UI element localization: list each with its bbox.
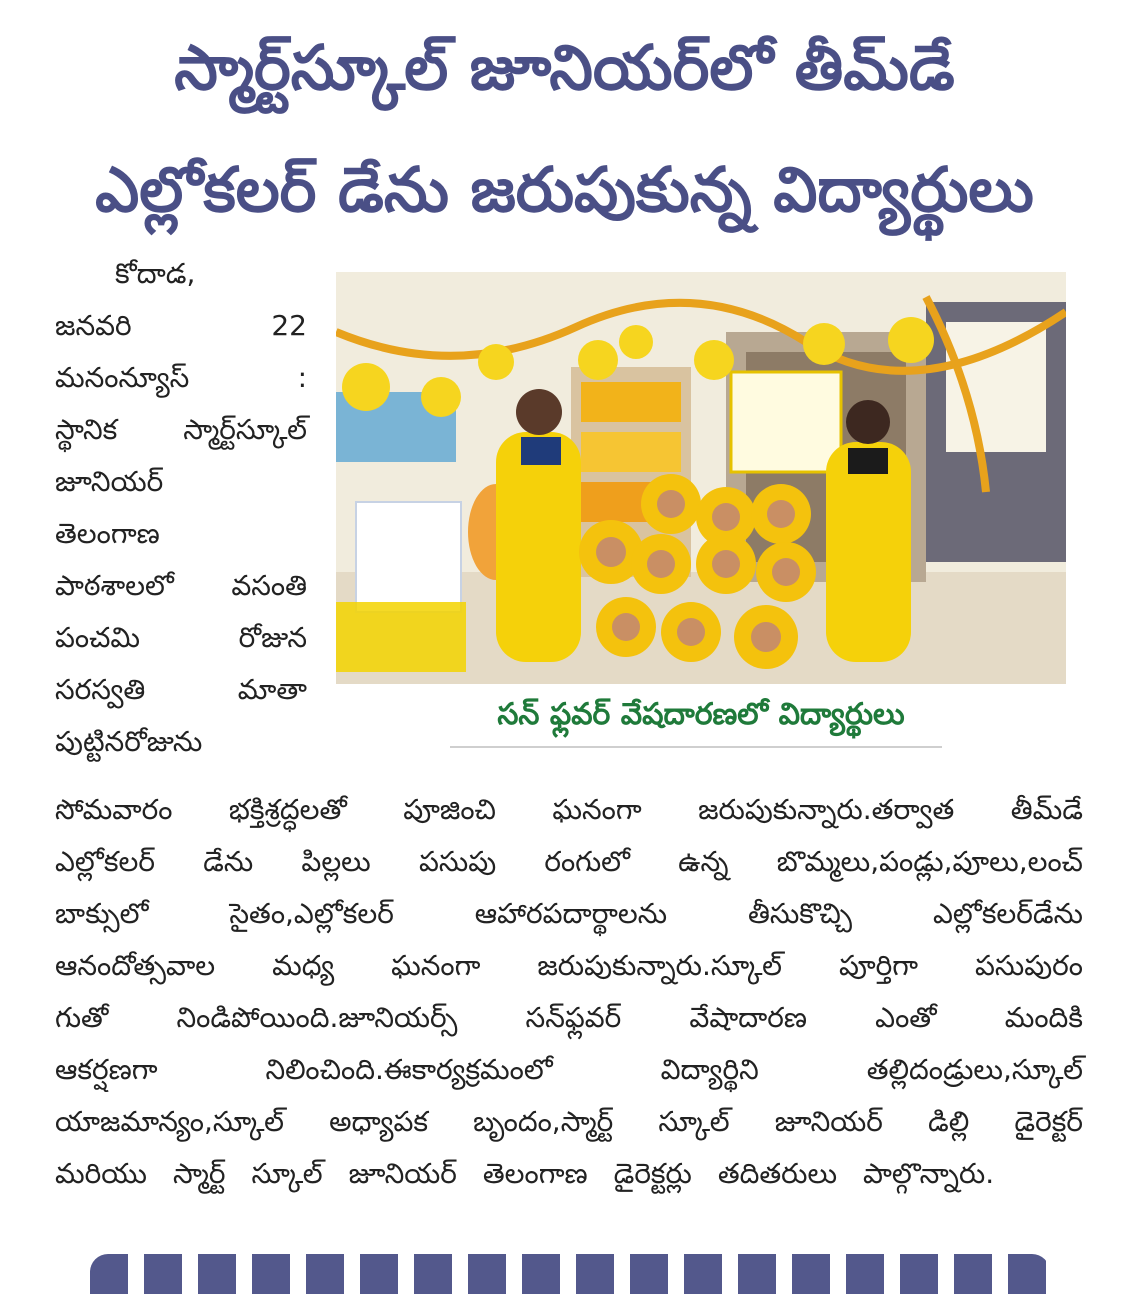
article-word: సైతం,ఎల్లోకలర్	[229, 897, 394, 930]
article-word: తదితరులు	[717, 1157, 838, 1190]
article-word: పసుపు	[418, 845, 497, 878]
article-word: జూనియర్	[774, 1105, 883, 1138]
article-word: భక్తిశ్రద్ధలతో	[228, 793, 347, 826]
dateline-line	[55, 508, 307, 560]
dateline-word: మనంన్యూస్	[55, 361, 190, 394]
article-word: స్మార్ట్	[172, 1157, 226, 1190]
article-word: అధ్యాపక	[329, 1105, 428, 1138]
article-word: నిలించింది.ఈకార్యక్రమంలో	[265, 1053, 553, 1086]
dateline-line	[55, 300, 307, 352]
article-word: ఉన్న	[678, 845, 729, 878]
dateline-line	[55, 248, 307, 300]
article-line	[55, 1148, 1083, 1200]
dateline-line	[55, 352, 307, 404]
dateline-line	[55, 456, 307, 508]
article-word: జూనియర్	[348, 1157, 457, 1190]
article-line	[55, 888, 1083, 940]
dateline-word: మాతా	[237, 673, 307, 706]
dateline-line	[55, 612, 307, 664]
article-word: ఘనంగా	[552, 793, 642, 826]
article-word: పిల్లలు	[301, 845, 371, 878]
article-word: ఆకర్షణగా	[55, 1053, 158, 1086]
article-word: మందికి	[1004, 1001, 1083, 1034]
dateline-word: రోజున	[238, 621, 307, 654]
article-word: రంగులో	[544, 845, 630, 878]
article-line	[55, 940, 1083, 992]
article-word: ఘనంగా	[391, 949, 481, 982]
headline-line-1: స్మార్ట్‌స్కూల్ జూనియర్‌లో తీమ్‌డే	[174, 31, 955, 104]
article-word: ఎంతో	[875, 1001, 937, 1034]
article-word: డేను	[203, 845, 254, 878]
article-word: తీసుకొచ్చి	[748, 897, 853, 930]
article-word: మరియు	[55, 1157, 147, 1190]
dateline-word: పుట్టినరోజును	[55, 725, 203, 758]
article-word: డైరెక్టర్లు	[613, 1157, 692, 1190]
caption-divider	[450, 746, 942, 748]
article-line	[55, 1044, 1083, 1096]
article-word: ఆహారపదార్థాలను	[474, 897, 668, 930]
article-word: జరుపుకున్నారు.తర్వాత	[698, 793, 955, 826]
dateline-word: వసంతి	[231, 569, 307, 602]
dateline-word: :	[297, 361, 307, 394]
dateline-word: తెలంగాణ	[55, 517, 160, 550]
dateline-word: పాఠశాలలో	[55, 569, 174, 602]
article-word: డైరెక్టర్	[1014, 1105, 1083, 1138]
dateline-line	[55, 664, 307, 716]
article-word: మధ్య	[272, 949, 335, 982]
article-word: స్కూల్	[251, 1157, 323, 1190]
next-article-headline-cropped	[90, 1236, 1050, 1296]
dateline-word: కోదాడ,	[115, 257, 196, 290]
article-word: తల్లిదండ్రులు,స్కూల్	[866, 1053, 1083, 1086]
article-word: బొమ్మలు,పండ్లు,పూలు,లంచ్	[776, 845, 1083, 878]
article-word: స్కూల్	[658, 1105, 730, 1138]
article-line	[55, 992, 1083, 1044]
article-word: వేషాదారణ	[689, 1001, 808, 1034]
dateline-line	[55, 560, 307, 612]
article-word: నిండిపోయింది.జూనియర్స్	[176, 1001, 458, 1034]
article-word: ఆనందోత్సవాల	[55, 949, 216, 982]
article-word: డిల్లి	[928, 1105, 970, 1138]
article-line	[55, 836, 1083, 888]
dateline-word: స్మార్ట్‌స్కూల్	[183, 413, 307, 446]
headline-line-2: ఎల్లోకలర్ డేను జరుపుకున్న విద్యార్థులు	[95, 153, 1034, 226]
news-photo	[336, 272, 1066, 684]
article-word: సోమవారం	[55, 793, 173, 826]
dateline-word: 22	[271, 309, 307, 342]
dateline-line	[55, 404, 307, 456]
article-line	[55, 1096, 1083, 1148]
article-word: యాజమాన్యం,స్కూల్	[55, 1105, 284, 1138]
article-word: తీమ్‌డే	[1010, 793, 1083, 826]
dateline-word: స్థానిక	[55, 413, 118, 446]
article-word: పాల్గొన్నారు.	[863, 1157, 995, 1190]
article-word: తెలంగాణ	[482, 1157, 588, 1190]
article-word: పసుపురం	[974, 949, 1083, 982]
article-word: జరుపుకున్నారు.స్కూల్	[537, 949, 782, 982]
dateline-word: జనవరి	[55, 309, 132, 342]
article-word: పూజించి	[403, 793, 496, 826]
dateline-word: సరస్వతి	[55, 673, 146, 706]
article-word: విద్యార్థిని	[660, 1053, 759, 1086]
article-word: ఎల్లోకలర్‌డేను	[932, 897, 1083, 930]
article-word: గుతో	[55, 1001, 109, 1034]
dateline-word: పంచమి	[55, 621, 141, 654]
dateline-line	[55, 716, 307, 768]
article-line	[55, 784, 1083, 836]
article-word: సన్‌ఫ్లవర్	[525, 1001, 622, 1034]
classroom-photo-illustration	[336, 272, 1066, 684]
article-word: పూర్తిగా	[838, 949, 918, 982]
dateline-word: జూనియర్	[55, 465, 164, 498]
article-word: బాక్సులో	[55, 897, 149, 930]
photo-caption: సన్ ఫ్లవర్ వేషదారణలో విద్యార్థులు	[497, 697, 905, 732]
article-word: బృందం,స్మార్ట్	[473, 1105, 614, 1138]
article-word: ఎల్లోకలర్	[55, 845, 155, 878]
